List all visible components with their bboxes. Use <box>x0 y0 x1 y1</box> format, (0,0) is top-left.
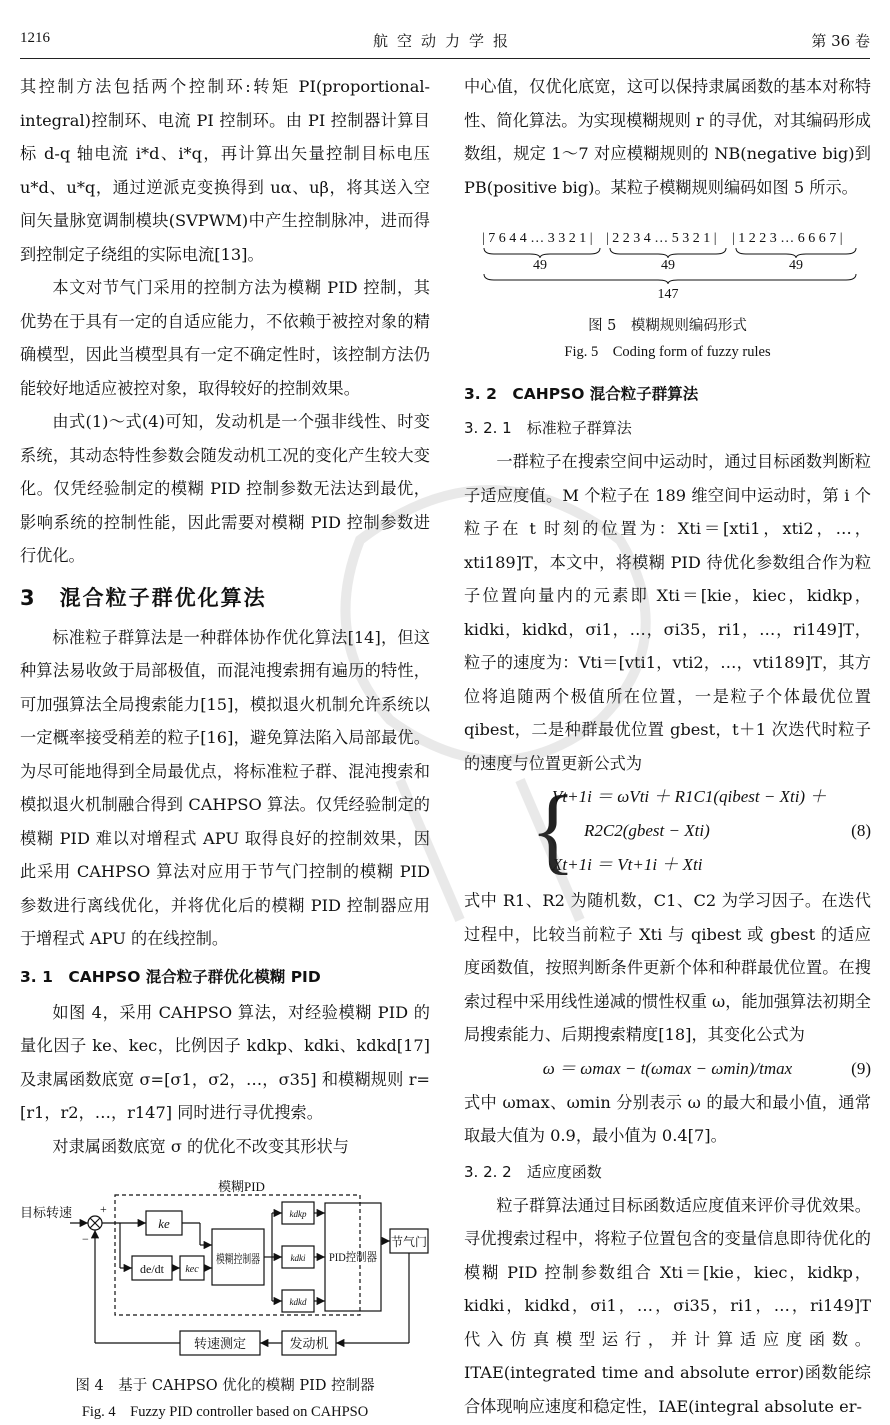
equation-8-line-1: Vt+1i ＝ ωVti ＋ R1C1(qibest − Xti) ＋ <box>552 787 827 806</box>
equation-8-line-2: R2C2(gbest − Xti) <box>584 821 710 840</box>
right-column <box>464 70 888 1423</box>
fuzzy-rule-coding-diagram <box>464 212 871 307</box>
plus-sign: + <box>100 1202 107 1216</box>
equation-number: (8) <box>851 821 871 840</box>
left-column <box>20 70 430 1425</box>
segment-count-1: 49 <box>533 258 547 273</box>
segment-count-3: 49 <box>789 258 803 273</box>
paragraph: 粒子群算法通过目标函数适应度值来评价寻优效果。寻优搜索过程中，将粒子位置包含的变量信息即待优化的模糊 PID 控制参数组合 Xti＝[kie，kiec，kidkp，kidki，kidkd，σi1，…，σi35，ri1，…，ri149]T 代入仿真模型运行，并计算适应度函数。ITAE(integrated time and absolute error)函数能综合体现响应速度和稳定性，IAE(integral absolute er- <box>464 1195 888 1416</box>
kdki-block: kdki <box>290 1253 306 1263</box>
figure-4 <box>20 1173 430 1373</box>
fuzzy-pid-block-diagram <box>20 1173 430 1373</box>
input-label: 目标转速 <box>20 1205 73 1220</box>
figure-5-caption-cn: 图 5 模糊规则编码形式 <box>588 318 747 334</box>
fuzzy-controller-block: 模糊控制器 <box>216 1252 276 1266</box>
figure-5-caption-en: Fig. 5 Coding form of fuzzy rules <box>564 344 771 360</box>
kdkp-block: kdkp <box>289 1209 307 1219</box>
speed-measurement-block: 转速测定 <box>193 1336 247 1351</box>
equation-9-body: ω ＝ ωmax − t(ωmax − ωmin)/tmax <box>542 1058 793 1078</box>
paragraph: 标准粒子群算法是一种群体协作优化算法[14]，但这种算法易收敛于局部极值，而混沌搜索拥有遍历的特性，可加强算法全局搜索能力[15]，模拟退火机制允许系统以一定概率接受稍差的粒子[16]，避免算法陷入局部最优。为尽可能地得到全局最优点，将标准粒子群、混沌搜索和模拟退火机制融合得到 CAHPSO 算法。仅凭经验制定的模糊 PID 难以对增程式 APU 取得良好的控制效果，因此采用 CAHPSO 算法对应用于节气门控制的模糊 PID 参数进行离线优化，并将优化后的模糊 PID 控制器应用于增程式 APU 的在线控制。 <box>20 627 430 948</box>
throttle-block: 节气门 <box>390 1235 428 1249</box>
journal-title: 航空动力学报 <box>372 32 517 50</box>
minus-sign: − <box>82 1232 89 1246</box>
subsection-heading: 3. 2 CAHPSO 混合粒子群算法 <box>464 385 699 403</box>
engine-block: 发动机 <box>289 1336 329 1351</box>
figure-5 <box>464 212 871 307</box>
paragraph: 一群粒子在搜索空间中运动时，通过目标函数判断粒子适应度值。M 个粒子在 189 维空间中运动时，第 i 个粒子在 t 时刻的位置为：Xti＝[xti1，xti2，…，xti189]T，本文中，将模糊 PID 待优化参数组合作为粒子位置向量内的元素即 Xti＝[kie，kiec，kidkp，kidki，kidkd，σi1，…，σi35，ri1，…，ri149]T，粒子的速度为：Vti＝[vti1，vti2，…，vti189]T，其方位将追随两个极值所在位置，一是粒子个体最优位置 qibest，二是种群最优位置 gbest，t＋1 次迭代时粒子的速度与位置更新公式为 <box>464 452 871 773</box>
kec-block: kec <box>185 1264 199 1275</box>
equation-8-line-3: Xt+1i ＝ Vt+1i ＋ Xti <box>552 855 703 874</box>
pid-controller-block: PID控制器 <box>329 1250 385 1264</box>
page-number: 1216 <box>20 30 50 46</box>
paragraph: 中心值，仅优化底宽，这可以保持隶属函数的基本对称特性、简化算法。为实现模糊规则 r 的寻优，对其编码形成数组，规定 1～7 对应模糊规则的 NB(negative big)到 PB(positive big)。某粒子模糊规则编码如图 5 所示。 <box>464 77 871 197</box>
dedt-block: de/dt <box>140 1262 164 1276</box>
paragraph: 如图 4，采用 CAHPSO 算法，对经验模糊 PID 的量化因子 ke、kec，比例因子 kdkp、kdki、kdkd[17] 及隶属函数底宽 σ=[σ1，σ2，…，σ35] 和模糊规则 r=[r1，r2，…，r147] 同时进行寻优搜索。 <box>20 1002 430 1122</box>
paragraph: 其控制方法包括两个控制环:转矩 PI(proportional-integral)控制环、电流 PI 控制环。由 PI 控制器计算目标 d-q 轴电流 i*d、i*q，再计算出矢量控制目标电压 u*d、u*q，通过逆派克变换得到 uα、uβ，将其送入空间矢量脉宽调制模块(SVPWM)中产生控制脉冲，进而得到控制定子绕组的实际电流[13]。 <box>20 77 430 264</box>
subsection-heading: 3. 1 CAHPSO 混合粒子群优化模糊 PID <box>20 967 321 986</box>
total-count: 147 <box>657 287 679 302</box>
segment-count-2: 49 <box>661 258 675 273</box>
paragraph: 本文对节气门采用的控制方法为模糊 PID 控制，其优势在于具有一定的自适应能力，不依赖于被控对象的精确模型，因此当模型具有一定不确定性时，该控制方法仍能较好地适应被控对象，取得较好的控制效果。 <box>20 278 430 398</box>
equation-8: { Vt+1i ＝ ωVti ＋ R1C1(qibest − Xti) ＋ R2C2(gbest − Xti) Xt+1i ＝ Vt+1i ＋ Xti (8) <box>530 776 871 883</box>
kdkd-block: kdkd <box>289 1297 307 1307</box>
code-segment-1: | 7 6 4 4 … 3 3 2 1 | <box>482 231 593 246</box>
paragraph: 式中 R1、R2 为随机数，C1、C2 为学习因子。在迭代过程中，比较当前粒子 Xti 与 qibest 或 gbest 的适应度函数值，按照判断条件更新个体和种群最优位置。在搜索过程中采用线性递减的惯性权重 ω，能加强算法初期全局搜索能力、后期搜索精度[18]，其变化公式为 <box>464 891 871 1044</box>
volume-label: 第 36 卷 <box>811 32 870 50</box>
fuzzy-pid-label: 模糊PID <box>218 1179 265 1194</box>
code-segment-2: | 2 2 3 4 … 5 3 2 1 | <box>606 231 717 246</box>
equation-9 <box>464 1052 871 1086</box>
figure-4-caption-cn: 图 4 基于 CAHPSO 优化的模糊 PID 控制器 <box>75 1378 375 1394</box>
equation-number: (9) <box>851 1058 871 1078</box>
section-heading: 3 混合粒子群优化算法 <box>20 585 267 610</box>
code-segment-3: | 1 2 2 3 … 6 6 6 7 | <box>732 231 843 246</box>
figure-4-caption-en: Fig. 4 Fuzzy PID controller based on CAHPSO <box>81 1404 369 1420</box>
header-rule <box>20 58 870 59</box>
subsubsection-heading: 3. 2. 2 适应度函数 <box>464 1162 602 1181</box>
subsubsection-heading: 3. 2. 1 标准粒子群算法 <box>464 419 632 437</box>
page-header <box>20 18 870 52</box>
paragraph: 对隶属函数底宽 σ 的优化不改变其形状与 <box>52 1136 349 1156</box>
paragraph: 式中 ωmax、ωmin 分别表示 ω 的最大和最小值，通常取最大值为 0.9，最小值为 0.4[7]。 <box>464 1092 871 1145</box>
paragraph: 由式(1)～式(4)可知，发动机是一个强非线性、时变系统，其动态特性参数会随发动机工况的变化产生较大变化。仅凭经验制定的模糊 PID 控制参数无法达到最优，影响系统的控制性能，因此需要对模糊 PID 控制参数进行优化。 <box>20 412 430 565</box>
ke-block: ke <box>158 1216 170 1231</box>
